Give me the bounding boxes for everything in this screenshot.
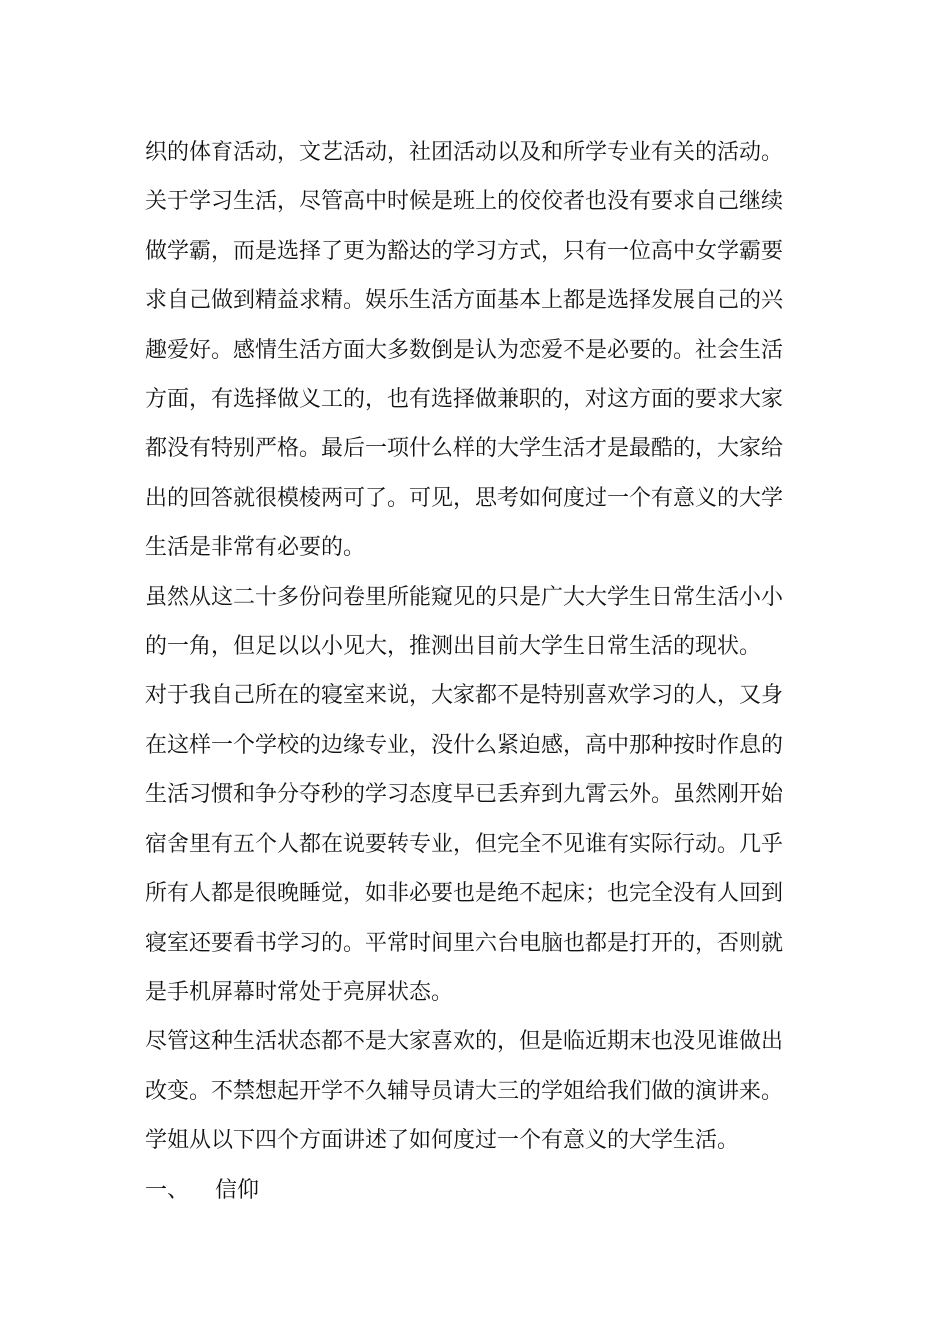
text-line: 尽管这种生活状态都不是大家喜欢的，但是临近期末也没见谁做出 (145, 1029, 784, 1055)
text-line: 对于我自己所在的寝室来说，大家都不是特别喜欢学习的人，又身 (145, 683, 784, 709)
text-line: 都没有特别严格。最后一项什么样的大学生活才是最酷的，大家给 (145, 436, 784, 462)
paragraph-1 (145, 128, 805, 177)
section-heading (145, 1166, 805, 1215)
text-line: 虽然从这二十多份问卷里所能窥见的只是广大大学生日常生活小小 (145, 584, 784, 610)
paragraph-2 (145, 177, 805, 572)
section-number: 一、 (145, 1177, 190, 1203)
text-line: 改变。不禁想起开学不久辅导员请大三的学姐给我们做的演讲来。 (145, 1078, 784, 1104)
text-line: 求自己做到精益求精。娱乐生活方面基本上都是选择发展自己的兴 (145, 288, 784, 314)
paragraph-5 (145, 1017, 805, 1116)
text-line: 生活是非常有必要的。 (145, 535, 366, 561)
text-line: 所有人都是很晚睡觉，如非必要也是绝不起床；也完全没有人回到 (145, 881, 784, 907)
text-line: 是手机屏幕时常处于亮屏状态。 (145, 979, 454, 1005)
text-line: 宿舍里有五个人都在说要转专业，但完全不见谁有实际行动。几乎 (145, 831, 784, 857)
section-title: 信仰 (215, 1177, 260, 1203)
text-line: 出的回答就很模棱两可了。可见，思考如何度过一个有意义的大学 (145, 485, 784, 511)
text-line: 寝室还要看书学习的。平常时间里六台电脑也都是打开的，否则就 (145, 930, 784, 956)
text-line: 趣爱好。感情生活方面大多数倒是认为恋爱不是必要的。社会生活 (145, 337, 784, 363)
text-line: 方面，有选择做义工的，也有选择做兼职的，对这方面的要求大家 (145, 387, 784, 413)
text-line: 关于学习生活，尽管高中时候是班上的佼佼者也没有要求自己继续 (145, 189, 784, 215)
text-line: 在这样一个学校的边缘专业，没什么紧迫感，高中那种按时作息的 (145, 732, 784, 758)
text-line: 做学霸，而是选择了更为豁达的学习方式，只有一位高中女学霸要 (145, 238, 784, 264)
text-line: 的一角，但足以以小见大，推测出目前大学生日常生活的现状。 (145, 634, 762, 660)
paragraph-3 (145, 573, 805, 672)
text-line: 生活习惯和争分夺秒的学习态度早已丢弃到九霄云外。虽然刚开始 (145, 782, 784, 808)
text-line: 织的体育活动，文艺活动，社团活动以及和所学专业有关的活动。 (145, 140, 784, 165)
text-line: 学姐从以下四个方面讲述了如何度过一个有意义的大学生活。 (145, 1128, 740, 1154)
document-body (145, 128, 805, 1215)
paragraph-4 (145, 671, 805, 1017)
paragraph-6 (145, 1116, 805, 1165)
